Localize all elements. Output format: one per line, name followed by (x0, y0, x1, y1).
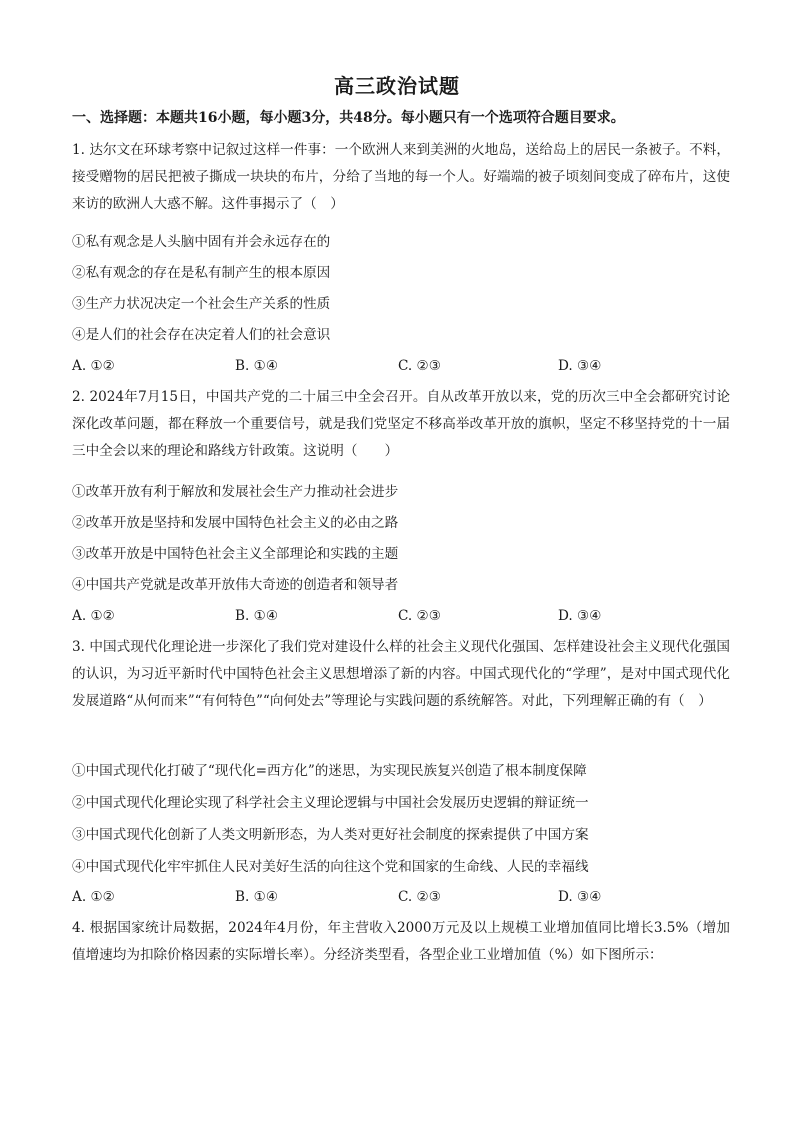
choice-d: D. ③④ (558, 358, 602, 374)
question-2-option-1: ①改革开放有利于解放和发展社会生产力推动社会进步 (72, 484, 399, 500)
question-1-option-2: ②私有观念的存在是私有制产生的根本原因 (72, 265, 331, 281)
question-3-option-4: ④中国式现代化牢牢抓住人民对美好生活的向往这个党和国家的生命线、人民的幸福线 (72, 859, 589, 875)
question-3-option-2: ②中国式现代化理论实现了科学社会主义理论逻辑与中国社会发展历史逻辑的辩证统一 (72, 795, 589, 811)
question-4-stem: 4. 根据国家统计局数据，2024年4月份，年主营收入2000万元及以上规模工业增加值同比增长3.5%（增加值增速均为扣除价格因素的实际增长率）。分经济类型看，各型企业工业增加值（%）如下图所示： (72, 920, 730, 963)
question-3-option-1: ①中国式现代化打破了“现代化=西方化”的迷思，为实现民族复兴创造了根本制度保障 (72, 763, 587, 779)
choice-c: C. ②③ (398, 608, 441, 624)
choice-b: B. ①④ (235, 608, 279, 624)
choice-c: C. ②③ (398, 358, 441, 374)
question-1-option-1: ①私有观念是人头脑中固有并会永远存在的 (72, 234, 331, 250)
choice-c: C. ②③ (398, 889, 441, 905)
question-2-option-2: ②改革开放是坚持和发展中国特色社会主义的必由之路 (72, 515, 399, 531)
question-3-stem: 3. 中国式现代化理论进一步深化了我们党对建设什么样的社会主义现代化强国、怎样建设社会主义现代化强国的认识，为习近平新时代中国特色社会主义思想增添了新的内容。中国式现代化的“学理”，是对中国式现代化发展道路“从何而来”“有何特色”“向何处去”等理论与实践问题的系统解答。对此，下列理解正确的有（ ） (72, 639, 730, 709)
page-title: 高三政治试题 (334, 74, 460, 98)
choice-a: A. ①② (72, 358, 115, 374)
choice-a: A. ①② (72, 608, 115, 624)
choice-b: B. ①④ (235, 358, 279, 374)
section-heading: 一、选择题：本题共16小题，每小题3分，共48分。每小题只有一个选项符合题目要求。 (72, 110, 625, 126)
choice-d: D. ③④ (558, 608, 602, 624)
question-1-choices (72, 353, 672, 380)
question-2-option-4: ④中国共产党就是改革开放伟大奇迹的创造者和领导者 (72, 577, 399, 593)
choice-d: D. ③④ (558, 889, 602, 905)
question-1-option-3: ③生产力状况决定一个社会生产关系的性质 (72, 296, 331, 312)
question-1-stem: 1. 达尔文在环球考察中记叙过这样一件事：一个欧洲人来到美洲的火地岛，送给岛上的居民一条被子。不料，接受赠物的居民把被子撕成一块块的布片，分给了当地的每一个人。好端端的被子顷刻间变成了碎布片，这使来访的欧洲人大惑不解。这件事揭示了（ ） (72, 142, 730, 212)
choice-b: B. ①④ (235, 889, 279, 905)
choice-a: A. ①② (72, 889, 115, 905)
question-1-option-4: ④是人们的社会存在决定着人们的社会意识 (72, 327, 331, 343)
question-2-option-3: ③改革开放是中国特色社会主义全部理论和实践的主题 (72, 546, 399, 562)
question-2-stem: 2. 2024年7月15日，中国共产党的二十届三中全会召开。自从改革开放以来，党的历次三中全会都研究讨论深化改革问题，都在释放一个重要信号，就是我们党坚定不移高举改革开放的旗帜，坚定不移坚持党的十一届三中全会以来的理论和路线方针政策。这说明（ ） (72, 389, 730, 459)
question-3-option-3: ③中国式现代化创新了人类文明新形态，为人类对更好社会制度的探索提供了中国方案 (72, 827, 589, 843)
question-3-choices (72, 884, 672, 911)
question-2-choices (72, 603, 672, 630)
